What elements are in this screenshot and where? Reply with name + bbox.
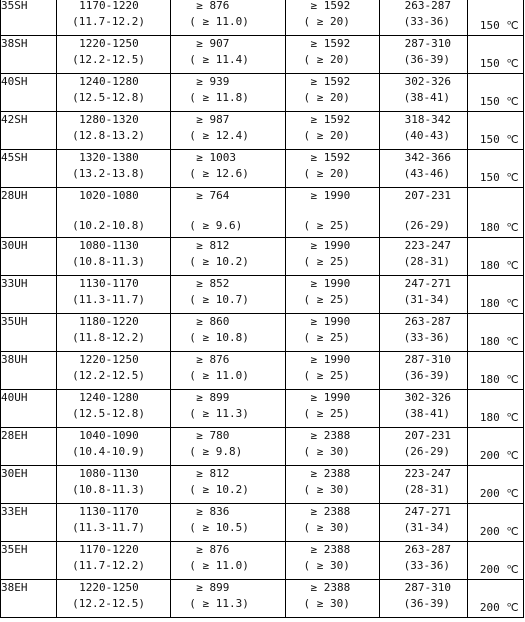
- max-temperature: 180 ℃: [479, 335, 519, 348]
- grade-cell: [1, 74, 57, 112]
- max-temperature: 150 ℃: [479, 95, 519, 108]
- coercivity-cell: [171, 428, 285, 466]
- intrinsic-coercivity-ka-m: ≥ 1592: [310, 113, 351, 126]
- remanence-kgs: (12.2-12.5): [72, 53, 145, 66]
- coercivity-cell: [171, 352, 285, 390]
- energy-product-cell: [379, 238, 467, 276]
- remanence-cell: [57, 390, 171, 428]
- remanence-cell: [57, 112, 171, 150]
- max-temperature: 200 ℃: [479, 449, 519, 462]
- grade-label: 33UH: [1, 277, 28, 290]
- energy-product-mgoe: (33-36): [403, 15, 451, 28]
- energy-product-cell: [379, 466, 467, 504]
- energy-product-mgoe: (28-31): [403, 255, 451, 268]
- coercivity-koe: ( ≥ 10.2): [189, 483, 249, 496]
- energy-product-cell: [379, 188, 467, 238]
- remanence-kgs: (10.8-11.3): [72, 483, 145, 496]
- coercivity-koe: ( ≥ 10.8): [189, 331, 249, 344]
- coercivity-koe: ( ≥ 12.6): [189, 167, 249, 180]
- intrinsic-coercivity-koe: ( ≥ 20): [303, 167, 350, 180]
- energy-product-cell: [379, 112, 467, 150]
- grade-label: 28UH: [1, 189, 28, 202]
- table-row: [1, 0, 524, 36]
- remanence-mt: 1170-1220: [79, 543, 139, 556]
- coercivity-koe: ( ≥ 11.3): [189, 597, 249, 610]
- grade-cell: [1, 390, 57, 428]
- max-temperature-cell: [467, 352, 523, 390]
- coercivity-koe: ( ≥ 9.6): [189, 219, 243, 232]
- intrinsic-coercivity-koe: ( ≥ 25): [303, 369, 350, 382]
- coercivity-ka-m: ≥ 876: [196, 353, 230, 366]
- intrinsic-coercivity-cell: [285, 504, 379, 542]
- max-temperature-cell: [467, 74, 523, 112]
- intrinsic-coercivity-koe: ( ≥ 25): [303, 255, 350, 268]
- intrinsic-coercivity-cell: [285, 112, 379, 150]
- coercivity-ka-m: ≥ 1003: [196, 151, 237, 164]
- intrinsic-coercivity-cell: [285, 74, 379, 112]
- grade-cell: [1, 314, 57, 352]
- max-temperature: 200 ℃: [479, 525, 519, 538]
- energy-product-kj: 342-366: [404, 151, 452, 164]
- energy-product-mgoe: (26-29): [403, 219, 451, 232]
- coercivity-ka-m: ≥ 812: [196, 467, 230, 480]
- max-temperature-cell: [467, 428, 523, 466]
- remanence-mt: 1130-1170: [79, 277, 139, 290]
- coercivity-koe: ( ≥ 9.8): [189, 445, 243, 458]
- intrinsic-coercivity-ka-m: ≥ 1592: [310, 151, 351, 164]
- intrinsic-coercivity-koe: ( ≥ 20): [303, 15, 350, 28]
- remanence-cell: [57, 580, 171, 618]
- coercivity-cell: [171, 112, 285, 150]
- remanence-kgs: (10.4-10.9): [72, 445, 145, 458]
- max-temperature-cell: [467, 466, 523, 504]
- intrinsic-coercivity-cell: [285, 188, 379, 238]
- max-temperature-cell: [467, 0, 523, 36]
- intrinsic-coercivity-koe: ( ≥ 30): [303, 559, 350, 572]
- coercivity-ka-m: ≥ 836: [196, 505, 230, 518]
- intrinsic-coercivity-ka-m: ≥ 1990: [310, 315, 351, 328]
- coercivity-cell: [171, 0, 285, 36]
- max-temperature-cell: [467, 314, 523, 352]
- remanence-cell: [57, 542, 171, 580]
- table-row: [1, 238, 524, 276]
- grade-cell: [1, 466, 57, 504]
- intrinsic-coercivity-ka-m: ≥ 1592: [310, 0, 351, 12]
- energy-product-kj: 207-231: [404, 429, 452, 442]
- intrinsic-coercivity-cell: [285, 428, 379, 466]
- intrinsic-coercivity-cell: [285, 390, 379, 428]
- energy-product-kj: 302-326: [404, 75, 452, 88]
- intrinsic-coercivity-koe: ( ≥ 25): [303, 293, 350, 306]
- intrinsic-coercivity-ka-m: ≥ 1990: [310, 189, 351, 202]
- intrinsic-coercivity-ka-m: ≥ 1990: [310, 353, 351, 366]
- grade-label: 33EH: [1, 505, 28, 518]
- energy-product-mgoe: (33-36): [403, 559, 451, 572]
- energy-product-cell: [379, 542, 467, 580]
- table-row: [1, 314, 524, 352]
- max-temperature: 150 ℃: [479, 57, 519, 70]
- energy-product-kj: 263-287: [404, 0, 452, 12]
- grade-label: 40UH: [1, 391, 28, 404]
- max-temperature-cell: [467, 36, 523, 74]
- max-temperature: 180 ℃: [479, 411, 519, 424]
- energy-product-cell: [379, 428, 467, 466]
- grade-label: 40SH: [1, 75, 28, 88]
- max-temperature-cell: [467, 150, 523, 188]
- max-temperature: 150 ℃: [479, 133, 519, 146]
- intrinsic-coercivity-cell: [285, 542, 379, 580]
- intrinsic-coercivity-ka-m: ≥ 1990: [310, 277, 351, 290]
- max-temperature-cell: [467, 390, 523, 428]
- grade-label: 38UH: [1, 353, 28, 366]
- energy-product-kj: 247-271: [404, 505, 452, 518]
- energy-product-mgoe: (36-39): [403, 369, 451, 382]
- intrinsic-coercivity-ka-m: ≥ 1592: [310, 75, 351, 88]
- coercivity-cell: [171, 504, 285, 542]
- table-body: [1, 0, 524, 618]
- grade-cell: [1, 36, 57, 74]
- coercivity-koe: ( ≥ 11.4): [189, 53, 249, 66]
- energy-product-mgoe: (31-34): [403, 293, 451, 306]
- table-row: [1, 580, 524, 618]
- coercivity-koe: ( ≥ 10.7): [189, 293, 249, 306]
- intrinsic-coercivity-cell: [285, 314, 379, 352]
- remanence-mt: 1130-1170: [79, 505, 139, 518]
- remanence-mt: 1240-1280: [79, 391, 139, 404]
- coercivity-cell: [171, 390, 285, 428]
- energy-product-cell: [379, 150, 467, 188]
- coercivity-cell: [171, 238, 285, 276]
- intrinsic-coercivity-cell: [285, 238, 379, 276]
- intrinsic-coercivity-ka-m: ≥ 2388: [310, 505, 351, 518]
- max-temperature-cell: [467, 188, 523, 238]
- grade-cell: [1, 150, 57, 188]
- table-row: [1, 276, 524, 314]
- remanence-cell: [57, 466, 171, 504]
- table-row: [1, 466, 524, 504]
- coercivity-cell: [171, 542, 285, 580]
- energy-product-kj: 287-310: [404, 37, 452, 50]
- max-temperature-cell: [467, 542, 523, 580]
- grade-label: 42SH: [1, 113, 28, 126]
- remanence-kgs: (12.8-13.2): [72, 129, 145, 142]
- grade-label: 35EH: [1, 543, 28, 556]
- energy-product-kj: 207-231: [404, 189, 452, 202]
- coercivity-ka-m: ≥ 987: [196, 113, 230, 126]
- intrinsic-coercivity-koe: ( ≥ 20): [303, 91, 350, 104]
- intrinsic-coercivity-koe: ( ≥ 30): [303, 597, 350, 610]
- energy-product-cell: [379, 580, 467, 618]
- intrinsic-coercivity-cell: [285, 150, 379, 188]
- remanence-cell: [57, 428, 171, 466]
- intrinsic-coercivity-ka-m: ≥ 2388: [310, 467, 351, 480]
- remanence-kgs: (11.7-12.2): [72, 15, 145, 28]
- grade-label: 30UH: [1, 239, 28, 252]
- remanence-mt: 1280-1320: [79, 113, 139, 126]
- table-row: [1, 390, 524, 428]
- energy-product-mgoe: (38-41): [403, 407, 451, 420]
- energy-product-cell: [379, 276, 467, 314]
- coercivity-cell: [171, 466, 285, 504]
- remanence-mt: 1040-1090: [79, 429, 139, 442]
- intrinsic-coercivity-ka-m: ≥ 2388: [310, 581, 351, 594]
- energy-product-mgoe: (33-36): [403, 331, 451, 344]
- table-row: [1, 504, 524, 542]
- intrinsic-coercivity-koe: ( ≥ 25): [303, 331, 350, 344]
- remanence-kgs: (12.2-12.5): [72, 369, 145, 382]
- grade-cell: [1, 504, 57, 542]
- max-temperature: 150 ℃: [479, 19, 519, 32]
- table-row: [1, 74, 524, 112]
- intrinsic-coercivity-koe: ( ≥ 30): [303, 521, 350, 534]
- remanence-cell: [57, 36, 171, 74]
- intrinsic-coercivity-koe: ( ≥ 20): [303, 53, 350, 66]
- remanence-mt: 1180-1220: [79, 315, 139, 328]
- energy-product-cell: [379, 314, 467, 352]
- coercivity-koe: ( ≥ 11.0): [189, 559, 249, 572]
- remanence-kgs: (12.5-12.8): [72, 407, 145, 420]
- grade-label: 38SH: [1, 37, 28, 50]
- energy-product-kj: 263-287: [404, 543, 452, 556]
- max-temperature: 200 ℃: [479, 487, 519, 500]
- coercivity-koe: ( ≥ 11.3): [189, 407, 249, 420]
- energy-product-kj: 302-326: [404, 391, 452, 404]
- grade-cell: [1, 276, 57, 314]
- intrinsic-coercivity-cell: [285, 36, 379, 74]
- coercivity-koe: ( ≥ 11.0): [189, 15, 249, 28]
- energy-product-kj: 247-271: [404, 277, 452, 290]
- remanence-kgs: (11.7-12.2): [72, 559, 145, 572]
- grade-cell: [1, 428, 57, 466]
- coercivity-koe: ( ≥ 10.5): [189, 521, 249, 534]
- coercivity-ka-m: ≥ 764: [196, 189, 230, 202]
- remanence-kgs: (13.2-13.8): [72, 167, 145, 180]
- max-temperature-cell: [467, 112, 523, 150]
- energy-product-kj: 318-342: [404, 113, 452, 126]
- intrinsic-coercivity-koe: ( ≥ 30): [303, 483, 350, 496]
- max-temperature: 180 ℃: [479, 259, 519, 272]
- remanence-kgs: (10.2-10.8): [72, 219, 145, 232]
- table-row: [1, 352, 524, 390]
- energy-product-cell: [379, 0, 467, 36]
- grade-cell: [1, 188, 57, 238]
- coercivity-ka-m: ≥ 907: [196, 37, 230, 50]
- intrinsic-coercivity-cell: [285, 352, 379, 390]
- remanence-mt: 1020-1080: [79, 189, 139, 202]
- energy-product-mgoe: (40-43): [403, 129, 451, 142]
- intrinsic-coercivity-ka-m: ≥ 2388: [310, 429, 351, 442]
- remanence-mt: 1080-1130: [79, 467, 139, 480]
- max-temperature: 200 ℃: [479, 563, 519, 576]
- remanence-mt: 1320-1380: [79, 151, 139, 164]
- remanence-cell: [57, 238, 171, 276]
- remanence-kgs: (12.5-12.8): [72, 91, 145, 104]
- max-temperature: 180 ℃: [479, 373, 519, 386]
- grade-cell: [1, 542, 57, 580]
- table-row: [1, 188, 524, 238]
- intrinsic-coercivity-ka-m: ≥ 1592: [310, 37, 351, 50]
- coercivity-cell: [171, 74, 285, 112]
- energy-product-mgoe: (26-29): [403, 445, 451, 458]
- coercivity-koe: ( ≥ 10.2): [189, 255, 249, 268]
- grade-cell: [1, 580, 57, 618]
- remanence-cell: [57, 74, 171, 112]
- coercivity-cell: [171, 150, 285, 188]
- max-temperature-cell: [467, 238, 523, 276]
- coercivity-cell: [171, 188, 285, 238]
- intrinsic-coercivity-cell: [285, 466, 379, 504]
- energy-product-mgoe: (31-34): [403, 521, 451, 534]
- energy-product-cell: [379, 390, 467, 428]
- coercivity-ka-m: ≥ 876: [196, 543, 230, 556]
- intrinsic-coercivity-cell: [285, 276, 379, 314]
- intrinsic-coercivity-cell: [285, 0, 379, 36]
- coercivity-ka-m: ≥ 899: [196, 391, 230, 404]
- max-temperature: 180 ℃: [479, 221, 519, 234]
- energy-product-mgoe: (38-41): [403, 91, 451, 104]
- coercivity-koe: ( ≥ 12.4): [189, 129, 249, 142]
- table-row: [1, 150, 524, 188]
- energy-product-kj: 223-247: [404, 467, 452, 480]
- max-temperature: 180 ℃: [479, 297, 519, 310]
- energy-product-cell: [379, 74, 467, 112]
- intrinsic-coercivity-ka-m: ≥ 1990: [310, 239, 351, 252]
- remanence-mt: 1170-1220: [79, 0, 139, 12]
- remanence-cell: [57, 276, 171, 314]
- coercivity-ka-m: ≥ 876: [196, 0, 230, 12]
- table-row: [1, 428, 524, 466]
- coercivity-cell: [171, 36, 285, 74]
- max-temperature-cell: [467, 580, 523, 618]
- energy-product-mgoe: (43-46): [403, 167, 451, 180]
- energy-product-mgoe: (36-39): [403, 597, 451, 610]
- coercivity-ka-m: ≥ 852: [196, 277, 230, 290]
- remanence-cell: [57, 188, 171, 238]
- remanence-cell: [57, 150, 171, 188]
- coercivity-cell: [171, 276, 285, 314]
- coercivity-ka-m: ≥ 939: [196, 75, 230, 88]
- remanence-cell: [57, 314, 171, 352]
- coercivity-ka-m: ≥ 860: [196, 315, 230, 328]
- grade-cell: [1, 0, 57, 36]
- grade-label: 35SH: [1, 0, 28, 12]
- remanence-kgs: (11.8-12.2): [72, 331, 145, 344]
- remanence-kgs: (11.3-11.7): [72, 521, 145, 534]
- intrinsic-coercivity-koe: ( ≥ 25): [303, 407, 350, 420]
- table-row: [1, 36, 524, 74]
- grade-label: 38EH: [1, 581, 28, 594]
- intrinsic-coercivity-ka-m: ≥ 2388: [310, 543, 351, 556]
- intrinsic-coercivity-koe: ( ≥ 25): [303, 219, 350, 232]
- coercivity-ka-m: ≥ 780: [196, 429, 230, 442]
- coercivity-cell: [171, 314, 285, 352]
- energy-product-mgoe: (28-31): [403, 483, 451, 496]
- energy-product-mgoe: (36-39): [403, 53, 451, 66]
- energy-product-cell: [379, 352, 467, 390]
- coercivity-ka-m: ≥ 899: [196, 581, 230, 594]
- coercivity-koe: ( ≥ 11.8): [189, 91, 249, 104]
- energy-product-kj: 223-247: [404, 239, 452, 252]
- energy-product-cell: [379, 504, 467, 542]
- intrinsic-coercivity-koe: ( ≥ 30): [303, 445, 350, 458]
- table-row: [1, 112, 524, 150]
- remanence-kgs: (12.2-12.5): [72, 597, 145, 610]
- grade-label: 45SH: [1, 151, 28, 164]
- coercivity-ka-m: ≥ 812: [196, 239, 230, 252]
- max-temperature-cell: [467, 504, 523, 542]
- grade-cell: [1, 112, 57, 150]
- remanence-mt: 1080-1130: [79, 239, 139, 252]
- energy-product-kj: 287-310: [404, 353, 452, 366]
- grade-cell: [1, 352, 57, 390]
- remanence-cell: [57, 352, 171, 390]
- grade-label: 30EH: [1, 467, 28, 480]
- intrinsic-coercivity-cell: [285, 580, 379, 618]
- grade-label: 35UH: [1, 315, 28, 328]
- remanence-kgs: (10.8-11.3): [72, 255, 145, 268]
- grade-cell: [1, 238, 57, 276]
- max-temperature: 200 ℃: [479, 601, 519, 614]
- energy-product-kj: 287-310: [404, 581, 452, 594]
- coercivity-koe: ( ≥ 11.0): [189, 369, 249, 382]
- energy-product-cell: [379, 36, 467, 74]
- intrinsic-coercivity-ka-m: ≥ 1990: [310, 391, 351, 404]
- max-temperature: 150 ℃: [479, 171, 519, 184]
- remanence-mt: 1240-1280: [79, 75, 139, 88]
- max-temperature-cell: [467, 276, 523, 314]
- coercivity-cell: [171, 580, 285, 618]
- remanence-kgs: (11.3-11.7): [72, 293, 145, 306]
- remanence-mt: 1220-1250: [79, 581, 139, 594]
- remanence-mt: 1220-1250: [79, 353, 139, 366]
- remanence-mt: 1220-1250: [79, 37, 139, 50]
- intrinsic-coercivity-koe: ( ≥ 20): [303, 129, 350, 142]
- remanence-cell: [57, 504, 171, 542]
- table-row: [1, 542, 524, 580]
- remanence-cell: [57, 0, 171, 36]
- grade-label: 28EH: [1, 429, 28, 442]
- energy-product-kj: 263-287: [404, 315, 452, 328]
